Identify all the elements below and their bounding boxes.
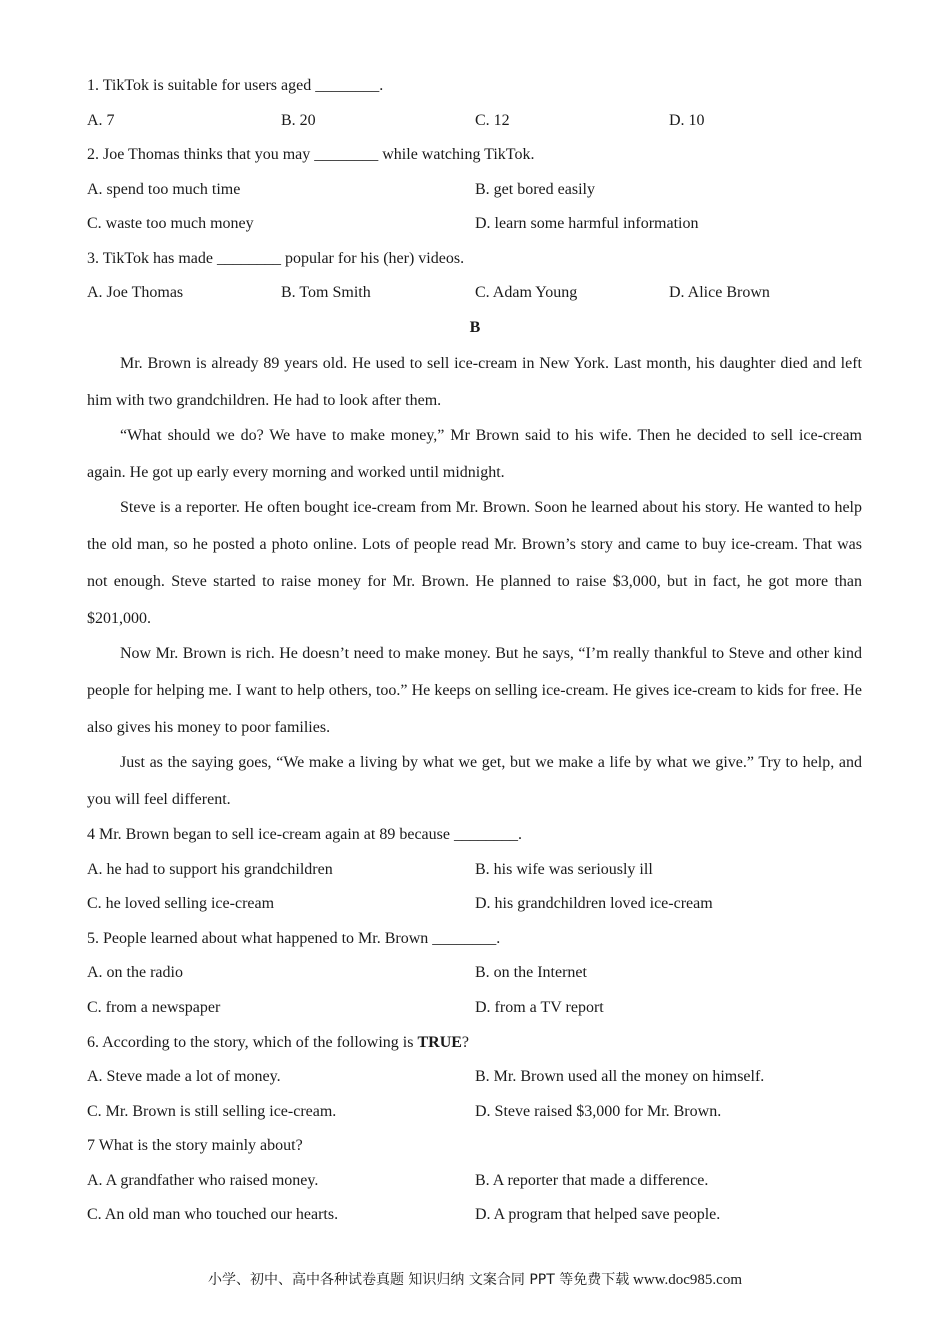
q3-option-b: B. Tom Smith [281, 284, 371, 301]
q2-option-a: A. spend too much time [87, 181, 241, 198]
q6-stem-emphasis: TRUE [417, 1034, 462, 1051]
q7-option-a: A. A grandfather who raised money. [87, 1172, 319, 1189]
q6-stem-text: 6. According to the story, which of the following is [87, 1034, 418, 1051]
page-footer [0, 1270, 950, 1290]
question-7-stem: 7 What is the story mainly about? [87, 1137, 303, 1154]
question-1-stem: 1. TikTok is suitable for users aged ________. [87, 77, 384, 94]
q5-option-b: B. on the Internet [475, 964, 587, 981]
footer-text: 小学、初中、高中各种试卷真题 知识归纳 文案合同 PPT 等免费下载 [207, 1272, 630, 1288]
footer-url[interactable]: www.doc985.com [632, 1272, 742, 1288]
q7-option-b: B. A reporter that made a difference. [475, 1172, 709, 1189]
q2-option-c: C. waste too much money [87, 215, 254, 232]
q6-option-d: D. Steve raised $3,000 for Mr. Brown. [475, 1103, 722, 1120]
q5-option-d: D. from a TV report [475, 999, 604, 1016]
q1-option-b: B. 20 [281, 112, 316, 129]
question-6-stem [87, 1033, 469, 1053]
q3-option-a: A. Joe Thomas [87, 284, 184, 301]
question-5-stem: 5. People learned about what happened to Mr. Brown ________. [87, 930, 501, 947]
q1-option-a: A. 7 [87, 112, 115, 129]
q2-option-b: B. get bored easily [475, 181, 595, 198]
q7-option-d: D. A program that helped save people. [475, 1206, 721, 1223]
q1-option-d: D. 10 [669, 112, 705, 129]
q6-option-b: B. Mr. Brown used all the money on himself. [475, 1068, 765, 1085]
q6-option-c: C. Mr. Brown is still selling ice-cream. [87, 1103, 337, 1120]
passage-paragraph-3: Steve is a reporter. He often bought ice-cream from Mr. Brown. Soon he learned about his story. He wanted to help the old man, so he posted a photo online. Lots of people read Mr. Brown’s story and came to buy ice-cream. That was not enough. Steve started to raise money for Mr. Brown. He planned to raise $3,000, but in fact, he got more than $201,000. [87, 499, 862, 627]
q6-option-a: A. Steve made a lot of money. [87, 1068, 281, 1085]
section-heading: B [469, 319, 481, 336]
q6-stem-end: ? [461, 1034, 470, 1051]
passage-paragraph-1: Mr. Brown is already 89 years old. He used to sell ice-cream in New York. Last month, his daughter died and left him with two grandchildren. He had to look after them. [87, 355, 862, 409]
passage-paragraph-4: Now Mr. Brown is rich. He doesn’t need to make money. But he says, “I’m really thankful to Steve and other kind people for helping me. I want to help others, too.” He keeps on selling ice-cream. He gives ice-cream to kids for free. He also gives his money to poor families. [87, 645, 862, 736]
q7-option-c: C. An old man who touched our hearts. [87, 1206, 339, 1223]
q1-option-c: C. 12 [475, 112, 510, 129]
question-2-stem: 2. Joe Thomas thinks that you may ________ while watching TikTok. [87, 146, 535, 163]
q4-option-b: B. his wife was seriously ill [475, 861, 653, 878]
passage-paragraph-5: Just as the saying goes, “We make a living by what we get, but we make a life by what we give.” Try to help, and you will feel different. [87, 754, 862, 808]
question-3-stem: 3. TikTok has made ________ popular for his (her) videos. [87, 250, 465, 267]
q5-option-a: A. on the radio [87, 964, 183, 981]
question-4-stem: 4 Mr. Brown began to sell ice-cream again at 89 because ________. [87, 826, 522, 843]
q4-option-d: D. his grandchildren loved ice-cream [475, 895, 713, 912]
q2-option-d: D. learn some harmful information [475, 215, 699, 232]
q3-option-c: C. Adam Young [475, 284, 578, 301]
passage-paragraph-2: “What should we do? We have to make money,” Mr Brown said to his wife. Then he decided to sell ice-cream again. He got up early every morning and worked until midnight. [87, 427, 862, 481]
q3-option-d: D. Alice Brown [669, 284, 770, 301]
q5-option-c: C. from a newspaper [87, 999, 221, 1016]
q4-option-a: A. he had to support his grandchildren [87, 861, 333, 878]
q4-option-c: C. he loved selling ice-cream [87, 895, 275, 912]
